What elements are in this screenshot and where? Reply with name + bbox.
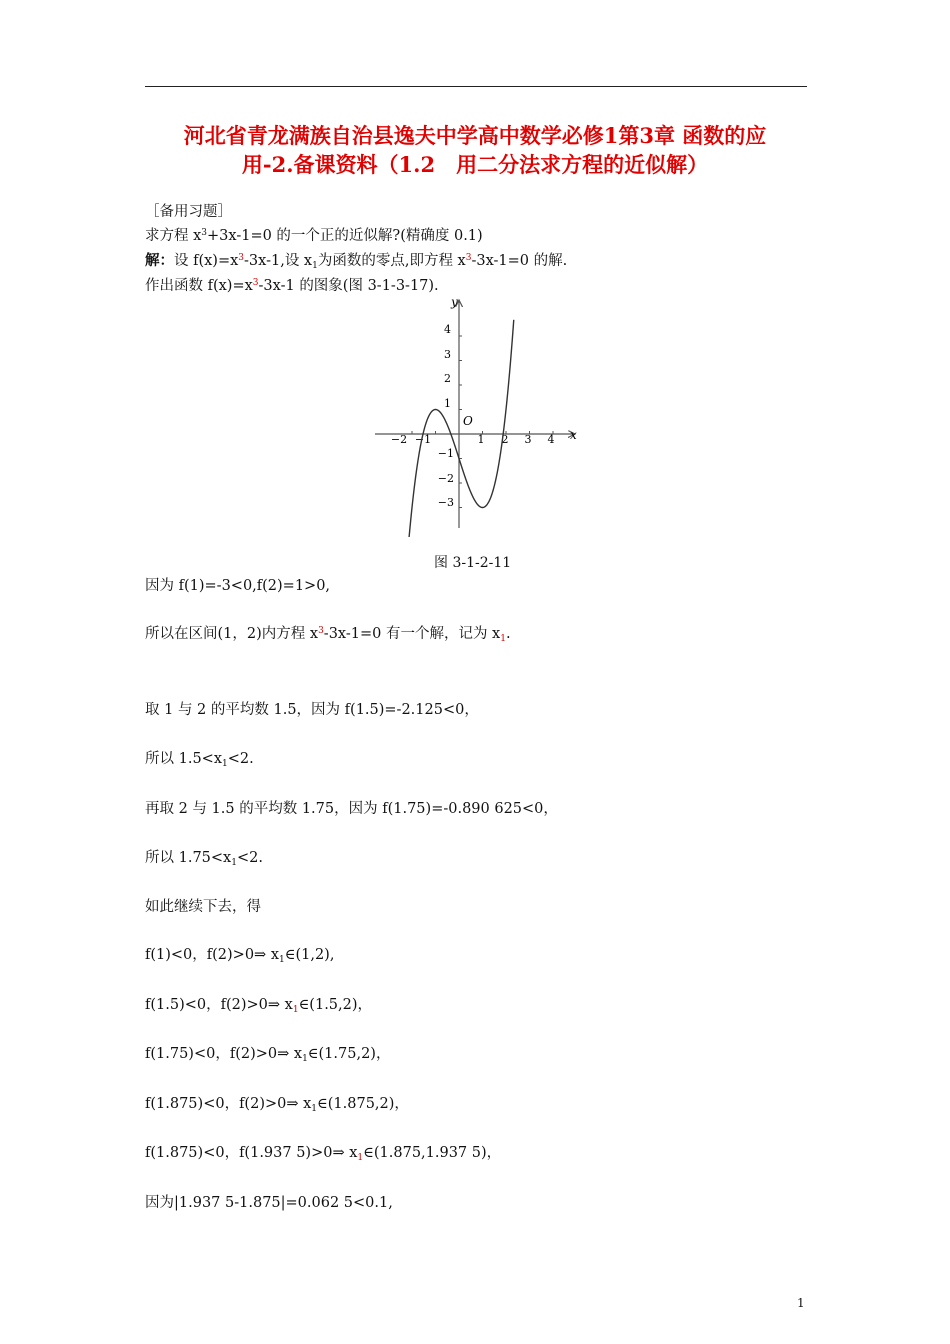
origin-label: O — [463, 414, 473, 428]
y-tick-label: 3 — [444, 348, 451, 361]
step-line: 所以 $1.75<x_1<2$. — [145, 850, 263, 868]
x-tick-label: 4 — [547, 433, 555, 446]
x-tick-label: −1 — [414, 433, 432, 446]
solution-label: 解 — [145, 252, 160, 269]
step-line: 所以 $1.5<x_1<2$. — [145, 751, 254, 769]
y-tick-label: 4 — [444, 323, 451, 336]
section-label: ［备用习题］ — [145, 204, 232, 220]
x-tick-label: 2 — [501, 433, 509, 446]
y-tick-label: 2 — [444, 372, 451, 385]
x-tick-label: 3 — [524, 433, 532, 446]
y-tick-label: −2 — [437, 472, 454, 485]
y-tick-label: −3 — [437, 496, 454, 509]
interval-line: f(1.875)<0，f(2)>0⇒ $x_1\in(1.875,2)$， — [145, 1096, 409, 1114]
step-line: 因为 f(1)=-3<0,f(2)=1>0, — [145, 578, 331, 594]
step-line: 如此继续下去，得 — [145, 899, 261, 915]
x-tick-label: −2 — [390, 433, 408, 446]
document-title — [120, 121, 830, 179]
step-line: 所以在区间(1，2)内方程 $x^3-3x-1=0$ 有一个解，记为 $x_1$. — [145, 626, 511, 644]
x-axis-label: x — [570, 428, 577, 442]
solution-line: 解：设 $f(x)=x^3-3x-1$,设 $x_1$为函数的零点,即方程 $x^3-3x-1=0$ 的解. — [145, 252, 568, 271]
step-line: 再取 2 与 1.5 的平均数 1.75，因为 f(1.75)=-0.890 625<0， — [145, 801, 558, 817]
cubic-curve — [408, 320, 513, 537]
y-tick-label: 1 — [444, 397, 451, 410]
interval-line: f(1.875)<0，f(1.937 5)>0⇒ $x_1\in(1.875,1.937$ 5)， — [145, 1145, 502, 1163]
graph-intro: 作出函数 $f(x)=x^3-3x-1$ 的图象(图 3-1-3-17). — [145, 278, 439, 294]
title-line-2: 用-2.备课资料（1.2 用二分法求方程的近似解） — [241, 152, 709, 177]
problem-statement: 求方程 $x^3+3x-1=0$ 的一个正的近似解?(精确度 0.1) — [145, 228, 483, 244]
y-tick-label: −1 — [437, 447, 454, 460]
step-line: 取 1 与 2 的平均数 1.5，因为 f(1.5)=-2.125<0， — [145, 702, 479, 718]
step-line: 因为|1.937 5-1.875|=0.062 5<0.1, — [145, 1195, 393, 1211]
graph-svg — [370, 292, 585, 537]
interval-line: f(1)<0，f(2)>0⇒ $x_1\in(1,2)$, — [145, 947, 335, 965]
header-rule — [145, 86, 807, 87]
interval-line: f(1.75)<0，f(2)>0⇒ $x_1\in(1.75,2)$， — [145, 1046, 391, 1064]
x-tick-label: 1 — [477, 433, 485, 446]
title-line-1: 河北省青龙满族自治县逸夫中学高中数学必修1第3章 函数的应 — [183, 123, 767, 148]
page-number: 1 — [797, 1296, 805, 1310]
figure-caption: 图 3-1-2-11 — [434, 555, 512, 571]
interval-line: f(1.5)<0，f(2)>0⇒ $x_1\in(1.5,2)$， — [145, 997, 373, 1015]
y-axis-label: y — [451, 295, 458, 309]
function-graph — [370, 292, 585, 541]
